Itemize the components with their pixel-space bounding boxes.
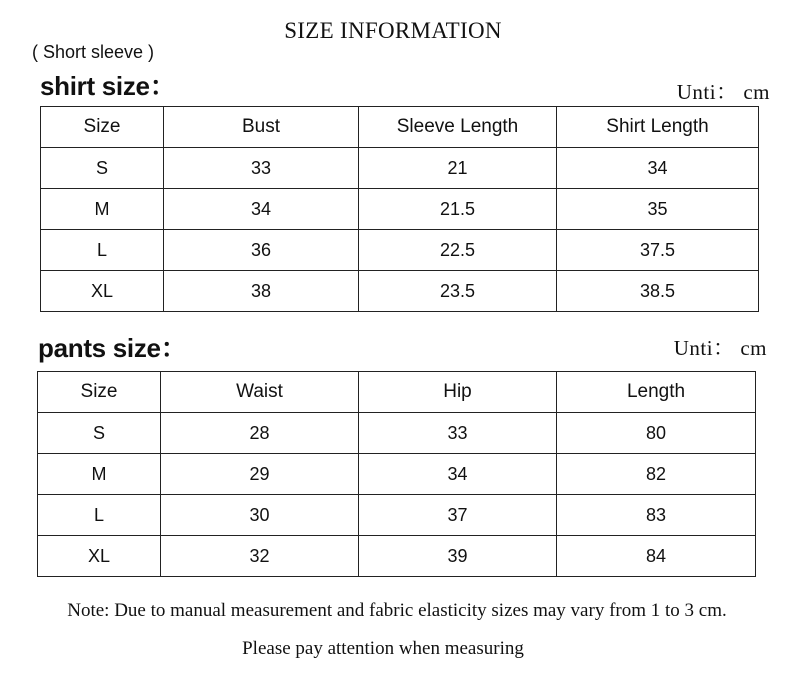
table-cell: 80 [557,413,756,454]
table-row [38,454,756,495]
table-row [41,148,759,189]
table-cell: 23.5 [359,271,557,312]
table-cell: 82 [557,454,756,495]
column-header: Sleeve Length [359,107,557,148]
column-header: Size [41,107,164,148]
column-header: Hip [359,372,557,413]
column-header: Bust [164,107,359,148]
table-cell: 39 [359,536,557,577]
table-cell: XL [41,271,164,312]
table-cell: S [41,148,164,189]
pants-unit-label: Unti： cm [673,336,767,360]
table-cell: 21 [359,148,557,189]
table-cell: 35 [557,189,759,230]
table-cell: M [41,189,164,230]
table-cell: L [38,495,161,536]
shirt-unit-label: Unti： cm [676,80,770,104]
table-row [38,536,756,577]
column-header: Size [38,372,161,413]
table-cell: L [41,230,164,271]
table-cell: 28 [161,413,359,454]
measurement-reminder: Please pay attention when measuring [242,638,524,659]
sleeve-type-label: ( Short sleeve ) [32,42,155,62]
table-cell: 37 [359,495,557,536]
table-cell: 33 [164,148,359,189]
table-header-row [38,372,756,413]
table-cell: 34 [359,454,557,495]
table-row [38,413,756,454]
column-header: Length [557,372,756,413]
page-title: SIZE INFORMATION [284,18,502,43]
table-row [38,495,756,536]
table-cell: 83 [557,495,756,536]
table-row [41,271,759,312]
table-cell: 22.5 [359,230,557,271]
table-cell: 38.5 [557,271,759,312]
table-header-row [41,107,759,148]
table-cell: 32 [161,536,359,577]
table-cell: 33 [359,413,557,454]
table-cell: S [38,413,161,454]
table-cell: 84 [557,536,756,577]
table-row [41,189,759,230]
table-cell: 34 [557,148,759,189]
table-cell: 38 [164,271,359,312]
column-header: Waist [161,372,359,413]
table-cell: 36 [164,230,359,271]
table-row [41,230,759,271]
table-cell: 21.5 [359,189,557,230]
table-cell: 29 [161,454,359,495]
measurement-note: Note: Due to manual measurement and fabric elasticity sizes may vary from 1 to 3 cm. [67,600,727,621]
pants-size-table [37,371,756,577]
table-cell: 34 [164,189,359,230]
shirt-size-table [40,106,759,312]
table-cell: XL [38,536,161,577]
column-header: Shirt Length [557,107,759,148]
table-cell: 30 [161,495,359,536]
shirt-size-heading: shirt size： [40,71,176,101]
table-cell: 37.5 [557,230,759,271]
table-cell: M [38,454,161,495]
pants-size-heading: pants size： [38,333,187,363]
